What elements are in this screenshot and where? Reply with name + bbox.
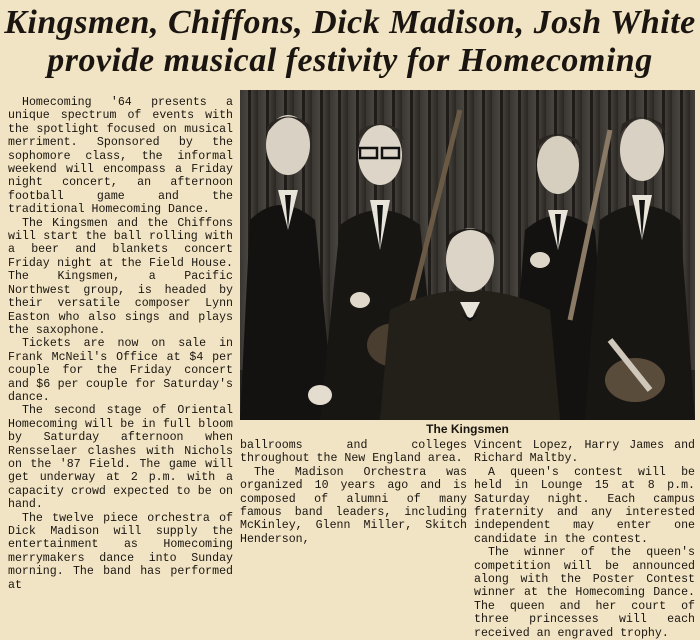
article-column-3: [474, 439, 695, 640]
headline-line-2: provide musical festivity for Homecoming: [47, 42, 653, 79]
article-column-1: [8, 96, 233, 592]
paragraph: ballrooms and colleges throughout the New England area.: [240, 439, 467, 466]
headline: [0, 4, 700, 80]
paragraph: The Kingsmen and the Chiffons will start the ball rolling with a beer and blankets concert Friday night at the Field House. The Kingsmen, a Pacific Northwest group, is headed by their versatile composer Lynn Easton who also sings and plays the saxophone.: [8, 216, 233, 337]
paragraph: Tickets are now on sale in Frank McNeil's Office at $4 per couple for the Friday concert and $6 per couple for Saturday's dance.: [8, 337, 233, 404]
headline-line-1: Kingsmen, Chiffons, Dick Madison, Josh White: [4, 4, 696, 41]
paragraph: Homecoming '64 presents a unique spectrum of events with the spotlight focused on musical merriment. Sponsored by the sophomore class, the informal weekend will encompass a Friday night concert, an afternoon football game and the traditional Homecoming Dance.: [8, 96, 233, 217]
paragraph: The twelve piece orchestra of Dick Madison will supply the entertainment as Homecoming merrymakers dance into Sunday morning. The band has performed at: [8, 511, 233, 592]
paragraph: The Madison Orchestra was organized 10 years ago and is composed of alumni of many famous band leaders, including McKinley, Glenn Miller, Skitch Henderson,: [240, 465, 467, 546]
paragraph: The winner of the queen's competition will be announced along with the Poster Contest winner at the Homecoming Dance. The queen and her court of three princesses will each received an engraved trophy.: [474, 546, 695, 640]
paragraph: A queen's contest will be held in Lounge 15 at 8 p.m. Saturday night. Each campus fraternity and any interested independent may enter one candidate in the contest.: [474, 465, 695, 546]
paragraph: The second stage of Oriental Homecoming will be in full bloom by Saturday afternoon when Rensselaer clashes with Nichols on the '87 Field. The game will get underway at 2 p.m. with a capacity crowd expected to be on hand.: [8, 404, 233, 512]
article-column-2: [240, 439, 467, 546]
photo-caption: The Kingsmen: [426, 422, 509, 436]
paragraph: Vincent Lopez, Harry James and Richard Maltby.: [474, 439, 695, 466]
band-photo: [240, 90, 695, 420]
